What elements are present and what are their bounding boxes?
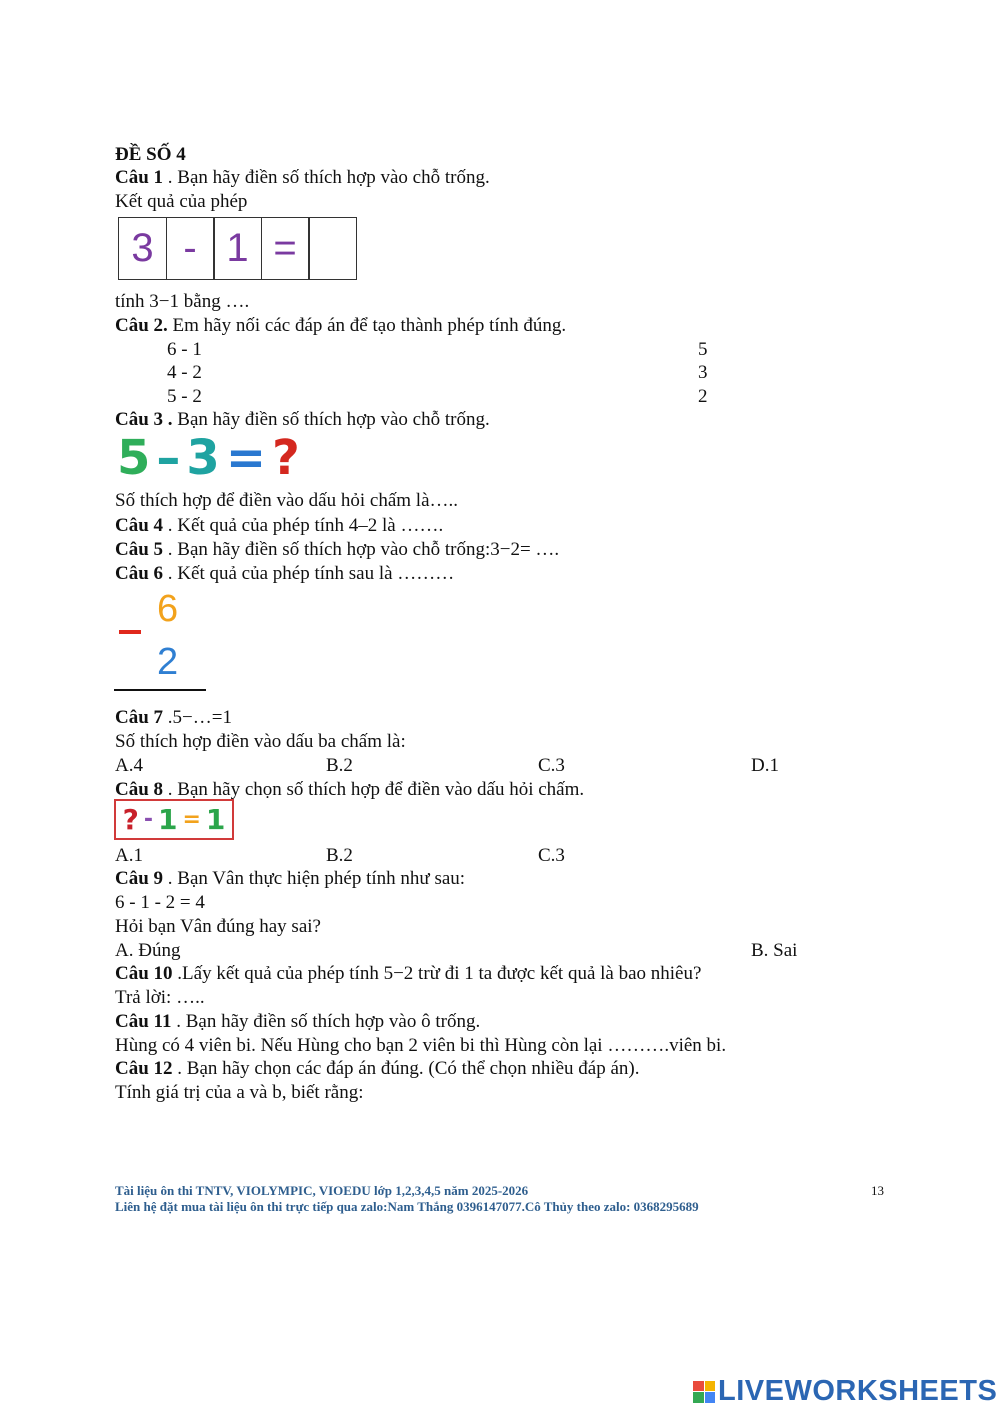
question-label: Câu 1: [115, 167, 164, 188]
match-right-item[interactable]: 3: [698, 362, 708, 383]
option-b[interactable]: B. Sai: [751, 940, 798, 961]
minus-sign: [119, 630, 141, 634]
equation-box: =: [261, 217, 310, 280]
question-8: Câu 8 . Bạn hãy chọn số thích hợp để điền vào dấu hỏi chấm.: [115, 779, 585, 800]
equation-operator: =: [225, 430, 267, 486]
equation-box: -: [166, 217, 215, 280]
question-3-line2[interactable]: Số thích hợp để điền vào dấu hỏi chấm là…..: [115, 490, 459, 511]
equation-term: 1: [157, 803, 178, 836]
subtraction-bottom-number: 2: [157, 641, 179, 683]
option-a[interactable]: A. Đúng: [115, 940, 181, 961]
question-5[interactable]: Câu 5 . Bạn hãy điền số thích hợp vào chỗ trống:3−2= ….: [115, 539, 560, 560]
equation-operator: -: [143, 807, 153, 832]
question-9-line2: 6 - 1 - 2 = 4: [115, 892, 205, 913]
equation-operator: =: [182, 807, 201, 832]
option-b[interactable]: B.2: [326, 845, 353, 866]
equation-term: 5: [117, 430, 151, 486]
question-9: Câu 9 . Bạn Vân thực hiện phép tính như sau:: [115, 868, 466, 889]
subtraction-rule-line: [114, 689, 206, 691]
question-9-line3: Hỏi bạn Vân đúng hay sai?: [115, 916, 321, 937]
page-title: ĐỀ SỐ 4: [115, 144, 186, 165]
subtraction-top-number: 6: [157, 588, 179, 630]
page-number: 13: [871, 1183, 884, 1198]
question-4[interactable]: Câu 4 . Kết quả của phép tính 4–2 là …….: [115, 515, 444, 536]
question-6[interactable]: Câu 6 . Kết quả của phép tính sau là ………: [115, 563, 455, 584]
match-left-item[interactable]: 6 - 1: [167, 339, 202, 360]
question-12-line2: Tính giá trị của a và b, biết rằng:: [115, 1082, 364, 1103]
equation-box: 3: [118, 217, 167, 280]
question-8-equation: [114, 799, 234, 840]
question-3-equation: [117, 430, 300, 486]
question-7-line2: Số thích hợp điền vào dấu ba chấm là:: [115, 731, 406, 752]
question-10-answer[interactable]: Trả lời: …..: [115, 987, 205, 1008]
equation-unknown: ?: [122, 803, 139, 836]
equation-box: 1: [213, 217, 262, 280]
match-right-item[interactable]: 2: [698, 386, 708, 407]
question-12: Câu 12 . Bạn hãy chọn các đáp án đúng. (Có thể chọn nhiều đáp án).: [115, 1058, 640, 1079]
liveworksheets-logo-icon: [693, 1381, 715, 1403]
question-1: Câu 1 . Bạn hãy điền số thích hợp vào chỗ trống.: [115, 167, 490, 188]
question-1-line2: Kết quả của phép: [115, 191, 248, 212]
option-c[interactable]: C.3: [538, 845, 565, 866]
equation-term: 3: [186, 430, 220, 486]
question-1-equation: [118, 217, 357, 280]
footer-line-2: Liên hệ đặt mua tài liệu ôn thi trực tiếp qua zalo:Nam Thắng 0396147077.Cô Thủy theo zalo: 0368295689: [115, 1199, 699, 1214]
equation-operator: –: [156, 430, 181, 486]
question-11-line2[interactable]: Hùng có 4 viên bi. Nếu Hùng cho bạn 2 viên bi thì Hùng còn lại ……….viên bi.: [115, 1035, 727, 1056]
option-c[interactable]: C.3: [538, 755, 565, 776]
question-10: Câu 10 .Lấy kết quả của phép tính 5−2 trừ đi 1 ta được kết quả là bao nhiêu?: [115, 963, 702, 984]
question-3: Câu 3 . Bạn hãy điền số thích hợp vào chỗ trống.: [115, 409, 490, 430]
footer-line-1: Tài liệu ôn thi TNTV, VIOLYMPIC, VIOEDU lớp 1,2,3,4,5 năm 2025-2026: [115, 1183, 529, 1198]
match-left-item[interactable]: 4 - 2: [167, 362, 202, 383]
equation-unknown: ?: [272, 430, 300, 486]
option-b[interactable]: B.2: [326, 755, 353, 776]
equation-term: 1: [205, 803, 226, 836]
option-a[interactable]: A.1: [115, 845, 143, 866]
option-d[interactable]: D.1: [751, 755, 779, 776]
brand-watermark: [693, 1375, 997, 1408]
option-a[interactable]: A.4: [115, 755, 143, 776]
answer-box[interactable]: [308, 217, 357, 280]
question-1-line3: tính 3−1 bằng ….: [115, 291, 250, 312]
question-7[interactable]: Câu 7 .5−…=1: [115, 707, 232, 728]
question-11: Câu 11 . Bạn hãy điền số thích hợp vào ô trống.: [115, 1011, 481, 1032]
question-2: Câu 2. Em hãy nối các đáp án để tạo thành phép tính đúng.: [115, 315, 567, 336]
match-left-item[interactable]: 5 - 2: [167, 386, 202, 407]
match-right-item[interactable]: 5: [698, 339, 708, 360]
brand-name: LIVEWORKSHEETS: [718, 1375, 998, 1407]
